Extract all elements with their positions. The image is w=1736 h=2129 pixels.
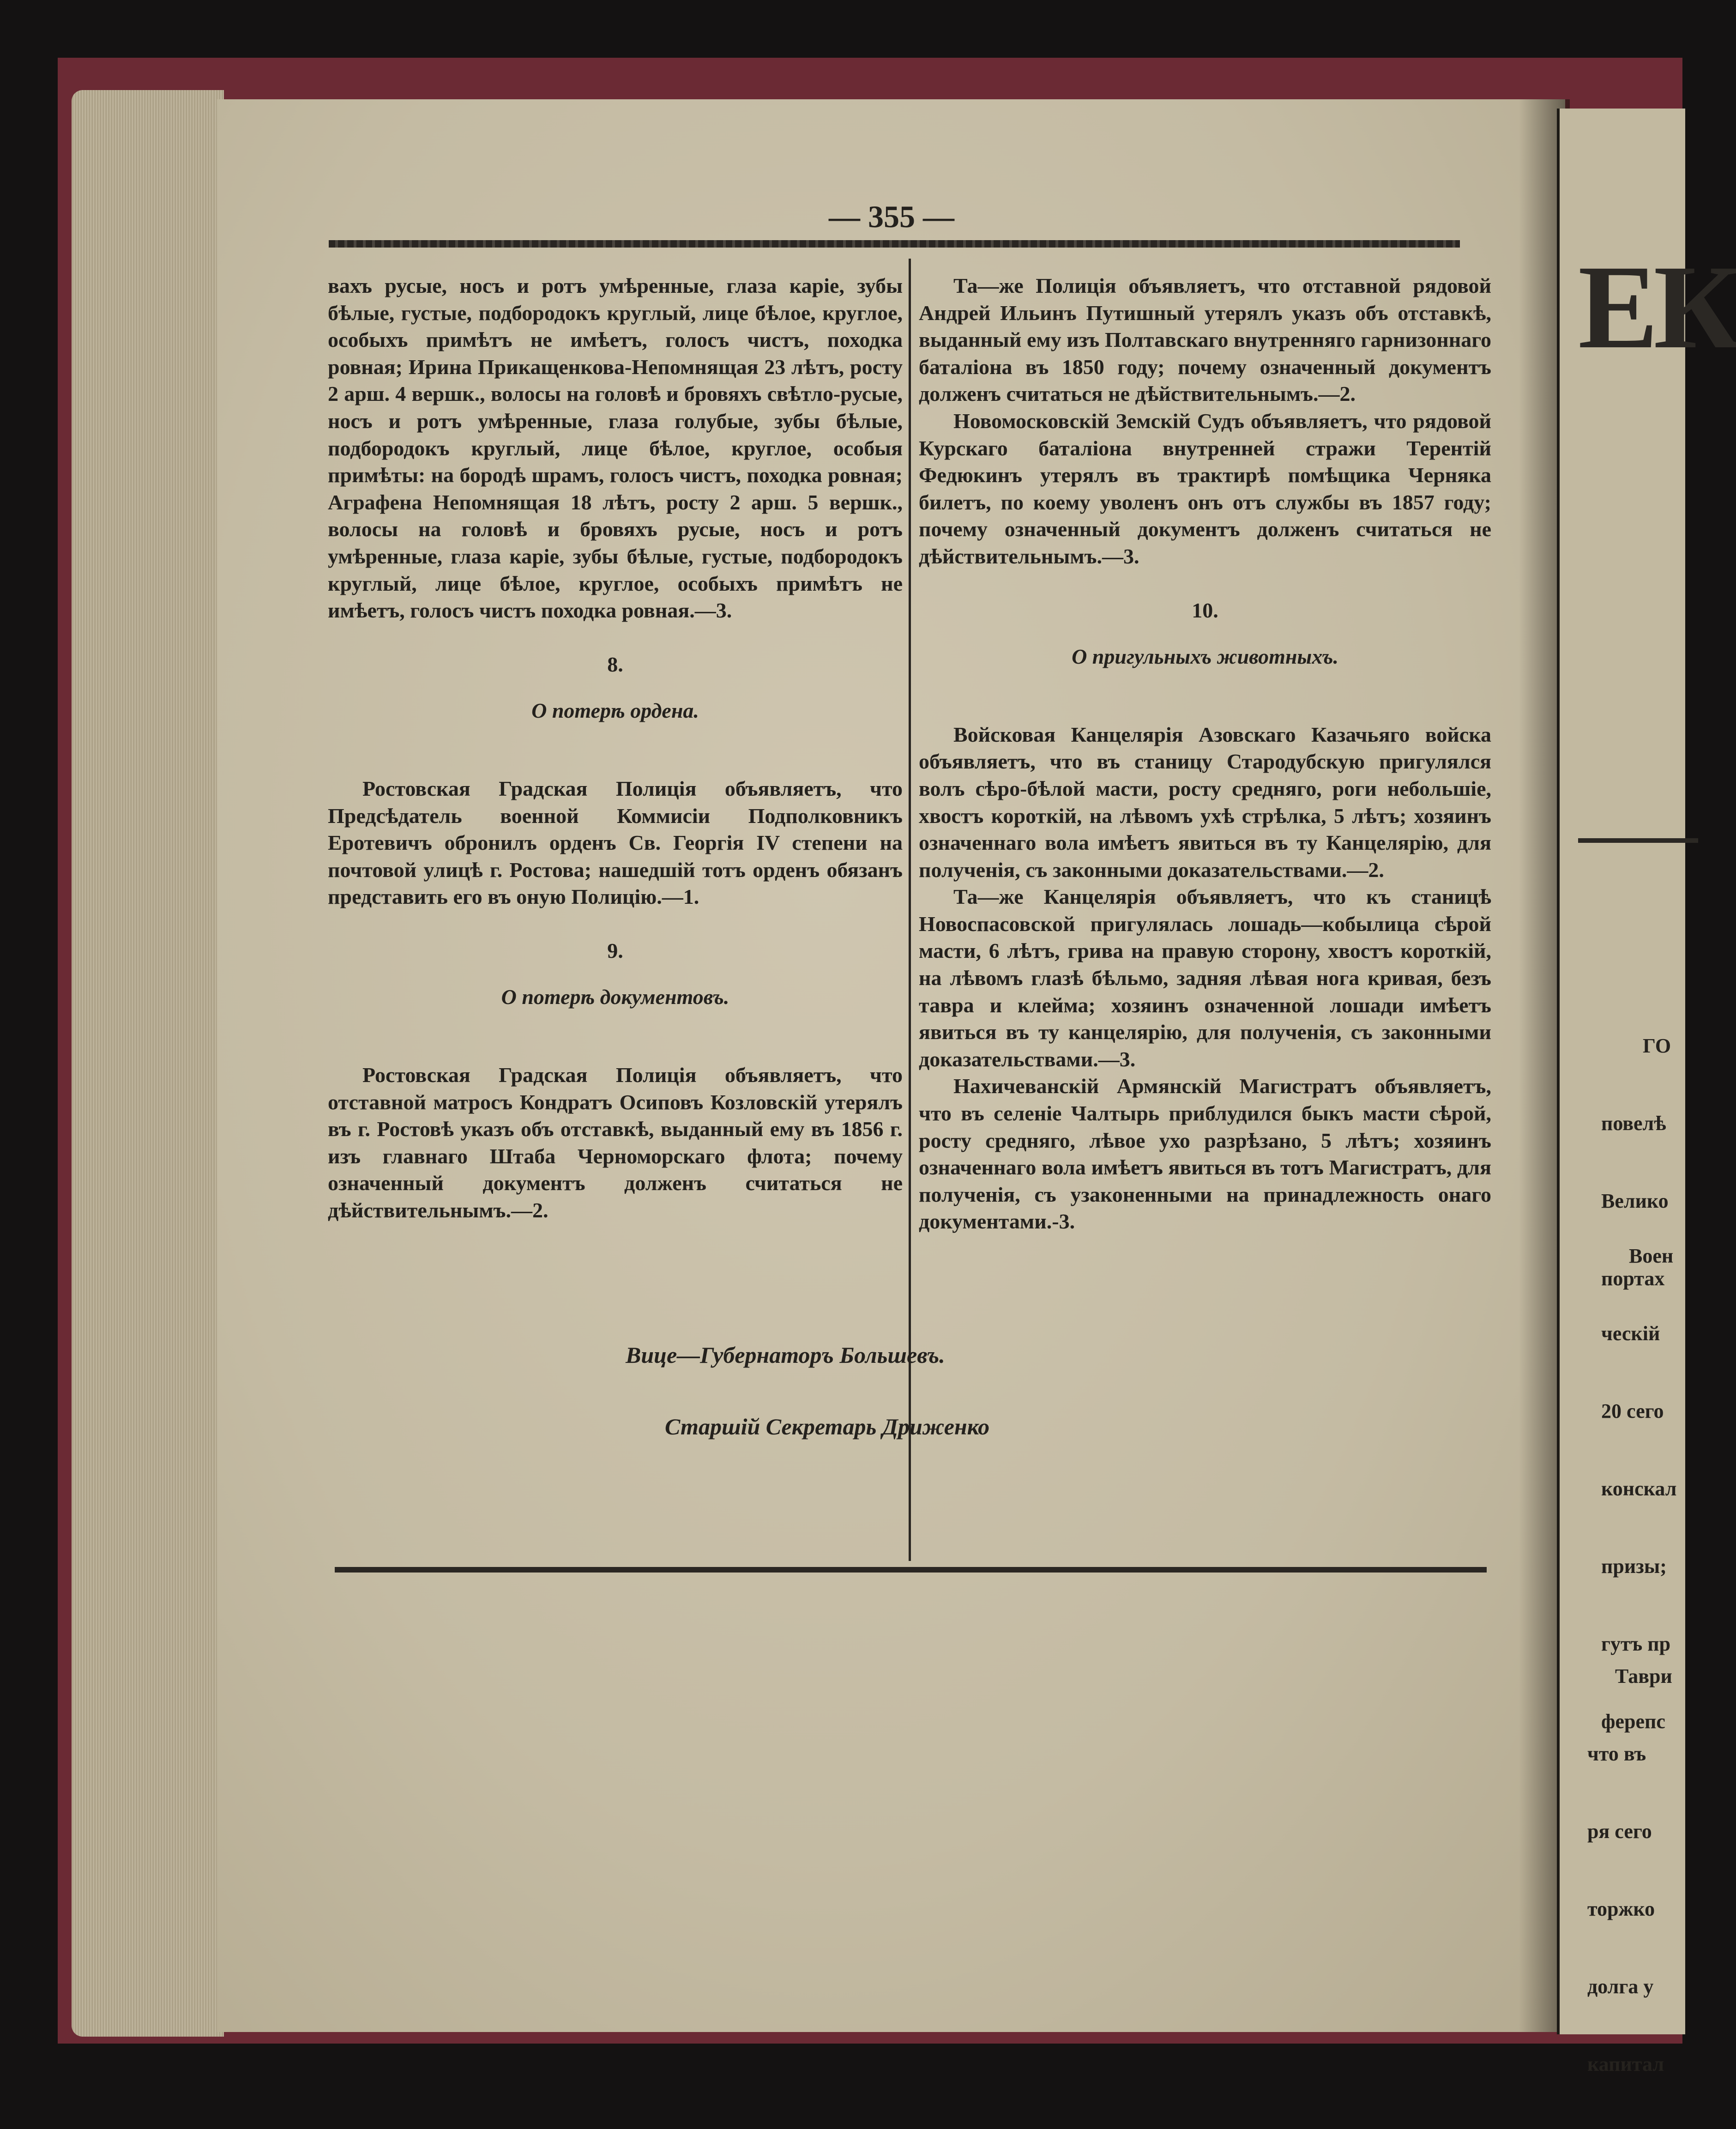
page-edges (72, 90, 224, 2037)
secretary-signature: Старшій Секретарь Дриженко (665, 1414, 990, 1439)
section-number-9: 9. (607, 938, 623, 962)
adjacent-line: конскал (1601, 1477, 1677, 1500)
adjacent-page-block-c (1587, 1612, 1672, 2129)
notice-bull: Нахичеванскій Армянскій Магистратъ объявляетъ, что въ селеніе Чалтырь приблудился быкъ масти сѣрой, росту средняго, лѣвое ухо разрѣзано, 5 лѣтъ; хозяинъ означеннаго вола имѣетъ явиться въ тотъ Магистратъ, для полученія, съ узаконенными на принадлежность онаго документами.-3. (919, 1074, 1491, 1234)
section-number-10: 10. (1192, 598, 1218, 622)
page-number: — 355 — (829, 199, 954, 234)
adjacent-line: ГО (1643, 1034, 1671, 1057)
adjacent-page-rule (1578, 838, 1698, 843)
notice-ox: Войсковая Канцелярія Азовскаго Казачьяго войска объявляетъ, что въ станицу Стародубскую пригулялся волъ сѣро-бѣлой масти, росту средняго, роги небольшіе, хвостъ короткій, на лѣвомъ ухѣ стрѣлка, 5 лѣтъ; хозяинъ означеннаго вола имѣетъ явиться въ ту Канцелярію, для полученія, съ законными доказательствами.—2. (919, 722, 1491, 882)
adjacent-line: долга у (1587, 1975, 1654, 1998)
continued-paragraph: вахъ русые, носъ и ротъ умѣренные, глаза каріе, зубы бѣлые, густые, подбородокъ круглый, лице бѣлое, круглое, особыхъ примѣтъ не имѣетъ, голосъ чистъ, походка ровная; Ирина Прикащенкова-Непомнящая 23 лѣтъ, росту 2 арш. 4 вершк., волосы на головѣ и бровяхъ свѣтло-русые, носъ и ротъ умѣренные, глаза голубые, зубы бѣлые, подбородокъ круглый, лице бѣлое, круглое, особыя примѣты: на бородѣ шрамъ, голосъ чистъ, походка ровная; Аграфена Непомнящая 18 лѣтъ, росту 2 арш. 5 вершк., волосы на головѣ и бровяхъ русые, носъ и ротъ умѣренные, глаза каріе, зубы бѣлые, густые, подбородокъ круглый, лице бѣлое, круглое, особыхъ примѣтъ не имѣетъ, голосъ чистъ походка ровная.—3. (328, 274, 903, 623)
adjacent-line: ческій (1601, 1322, 1660, 1345)
adjacent-line: ря сего (1587, 1820, 1652, 1843)
adjacent-line: гутъ пр (1601, 1633, 1671, 1655)
adjacent-line: капитал (1587, 2053, 1664, 2075)
adjacent-line: что въ (1587, 1742, 1646, 1765)
adjacent-line: Велико (1601, 1190, 1669, 1212)
notice-mare: Та—же Канцелярія объявляетъ, что къ станицѣ Новоспасовской пригулялась лошадь—кобылица сѣрой масти, 6 лѣтъ, грива на правую сторону, хвостъ короткій, на лѣвомъ глазѣ бѣльмо, задняя лѣвая нога кривая, безъ тавра и клейма; хозяинъ означенной лошади имѣетъ явиться въ ту канцелярію, для полученія, съ законными доказательствами.—3. (919, 885, 1491, 1071)
section-number-8: 8. (607, 652, 623, 676)
section-title-10: О пригульныхъ животныхъ. (1072, 645, 1338, 669)
section-title-8: О потерѣ ордена. (531, 699, 699, 723)
adjacent-line: 20 сего (1601, 1400, 1664, 1422)
adjacent-line: портах (1601, 1267, 1665, 1290)
adjacent-page-heading: ЕК (1578, 241, 1736, 374)
adjacent-line: Воен (1629, 1245, 1674, 1267)
notice-fedyukin: Новомосковскій Земскій Судъ объявляетъ, что рядовой Курскаго баталіона внутренней стражи Терентій Федюкинъ утерялъ въ трактирѣ помѣщика Черняка билетъ, по коему уволенъ онъ отъ службы въ 1857 году; почему означенный документъ долженъ считаться не дѣйствительнымъ.—3. (919, 409, 1491, 568)
document-loss-notice: Ростовская Градская Полиція объявляетъ, что отставной матросъ Кондратъ Осиповъ Козловскій утерялъ въ г. Ростовѣ указъ объ отставкѣ, выданный ему въ 1856 г. изъ главнаго Штаба Черноморскаго флота; почему означенный документъ долженъ считаться не дѣйствительнымъ.—2. (328, 1063, 903, 1222)
left-column (328, 272, 903, 1224)
section-title-9: О потерѣ документовъ. (501, 985, 729, 1009)
order-loss-notice: Ростовская Градская Полиція объявляетъ, что Предсѣдатель военной Коммисіи Подполковникъ Еротевичъ обронилъ орденъ Св. Георгія IV степени на почтовой улицѣ г. Ростова; нашедшій тотъ орденъ обязанъ представить его въ оную Полицію.—1. (328, 776, 903, 909)
header-rule (329, 240, 1460, 248)
adjacent-page (1557, 109, 1736, 2075)
adjacent-line: ферепс (1601, 1710, 1665, 1733)
right-column (919, 272, 1491, 1235)
adjacent-line: торжко (1587, 1898, 1655, 1920)
adjacent-line: Таври (1615, 1665, 1672, 1687)
vice-governor-signature: Вице—Губернаторъ Большевъ. (626, 1342, 945, 1368)
adjacent-line: призы; (1601, 1555, 1667, 1578)
notice-putishny: Та—же Полиція объявляетъ, что отставной рядовой Андрей Ильинъ Путишный утерялъ указъ объ отставкѣ, выданный ему изъ Полтавскаго внутренняго гарнизоннаго баталіона въ 1850 году; почему означенный документъ долженъ считаться не дѣйствительнымъ.—2. (919, 274, 1491, 406)
footer-rule (335, 1567, 1487, 1573)
adjacent-line: повелѣ (1601, 1112, 1666, 1135)
